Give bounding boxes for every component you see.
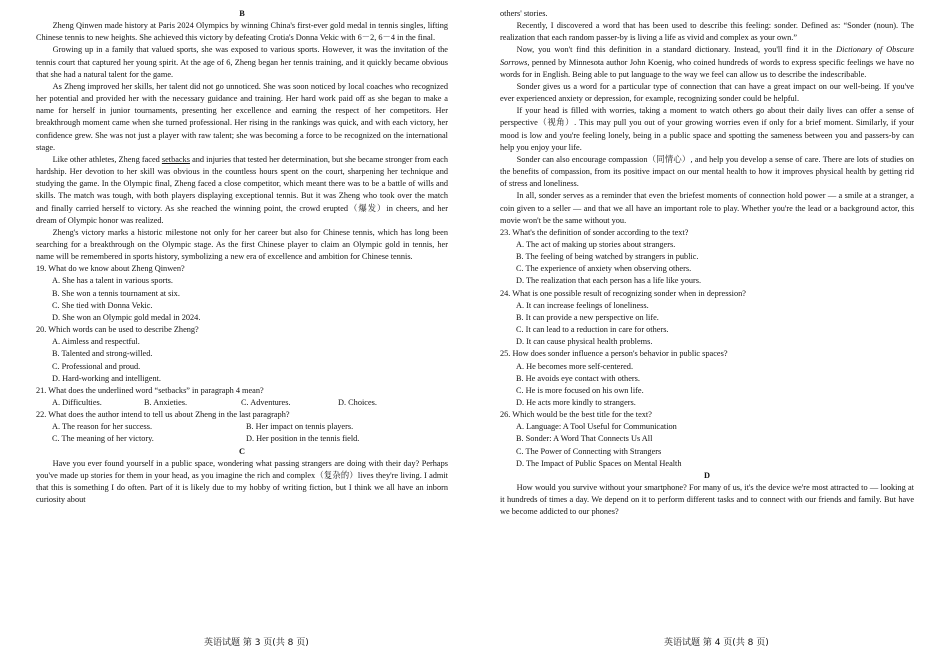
q19-option-c: C. She tied with Donna Vekic. bbox=[52, 300, 153, 310]
question-22: 22. What does the author intend to tell us about Zheng in the last paragraph? bbox=[36, 410, 290, 420]
q20-option-a: A. Aimless and respectful. bbox=[52, 337, 140, 347]
q22-option-a: A. The reason for her success. bbox=[52, 422, 153, 432]
q21-option-b: B. Anxieties. bbox=[144, 398, 188, 407]
q20-option-c: C. Professional and proud. bbox=[52, 361, 141, 371]
q25-option-d: D. He acts more kindly to strangers. bbox=[516, 398, 636, 407]
passage-c-paragraph-6: Sonder can also encourage compassion（同情心）, and help you develop a sense of care. There are lots of studies on the benefits of compassion, from its positive impact on our mental health to how it improves physical health by getting rid of stress and loneliness. bbox=[500, 154, 914, 189]
right-column bbox=[500, 8, 914, 519]
question-26: 26. Which would be the best title for the text? bbox=[500, 410, 652, 420]
q26-option-a: A. Language: A Tool Useful for Communication bbox=[516, 422, 677, 432]
passage-c-continuation: others' stories. bbox=[500, 9, 548, 18]
q21-option-a: A. Difficulties. bbox=[52, 398, 102, 407]
q20-option-d: D. Hard-working and intelligent. bbox=[52, 373, 161, 383]
q19-option-d: D. She won an Olympic gold medal in 2024. bbox=[52, 312, 201, 322]
passage-c-paragraph-7: In all, sonder serves as a reminder that even the briefest moments of connection hold power — a smile at a stranger, a coin given to a seller — and that we all have an important role to play. Whether you're the lead or a background actor, this movie won't be the same without you. bbox=[500, 191, 914, 225]
q21-options bbox=[52, 397, 448, 409]
q23-option-c: C. The experience of anxiety when observing others. bbox=[516, 264, 692, 274]
q19-option-a: A. She has a talent in various sports. bbox=[52, 276, 173, 286]
passage-b-paragraph-4 bbox=[36, 154, 448, 227]
section-d-heading: D bbox=[704, 470, 710, 480]
q23-option-a: A. The act of making up stories about strangers. bbox=[516, 239, 676, 249]
q24-option-b: B. It can provide a new perspective on life. bbox=[516, 312, 659, 322]
q25-option-b: B. He avoids eye contact with others. bbox=[516, 373, 640, 383]
q22-options-row-2 bbox=[52, 433, 448, 445]
q21-option-c: C. Adventures. bbox=[241, 398, 291, 407]
q23-option-d: D. The realization that each person has a life like yours. bbox=[516, 276, 702, 286]
q26-option-c: C. The Power of Connecting with Strangers bbox=[516, 446, 662, 456]
passage-b-paragraph-5: Zheng's victory marks a historic milestone not only for her career but also for Chinese tennis, which has long been searching for a breakthrough on the Olympic stage. As the first Chinese player to claim an Olympic gold in tennis, her name will be remembered in sports history, symbolizing a new era of excellence and ambition for Chinese tennis. bbox=[36, 227, 448, 262]
paragraph-4-start: Like other athletes, Zheng faced bbox=[52, 154, 162, 164]
question-19: 19. What do we know about Zheng Qinwen? bbox=[36, 264, 185, 274]
passage-c-paragraph-1: Have you ever found yourself in a public space, wondering what passing strangers are doing with their day? Perhaps you've made up stories for them in your head, as you imagine the rich and complex（复杂的）lives they're living. I admit that this is something I do often. Part of it is likely due to my hobby of writing fiction, but I think we all have an inborn curiosity about bbox=[36, 458, 448, 505]
paragraph-3-start: Now, you won't find this definition in a standard dictionary. Instead, you'll find it in the bbox=[516, 45, 837, 55]
section-b-heading: B bbox=[239, 9, 245, 18]
question-20: 20. Which words can be used to describe Zheng? bbox=[36, 325, 199, 335]
q24-option-a: A. It can increase feelings of loneliness. bbox=[516, 300, 649, 310]
passage-b-paragraph-1: Zheng Qinwen made history at Paris 2024 Olympics by winning China's first-ever gold medal in tennis singles, lifting Chinese tennis to new heights. She achieved this victory by defeating Crotia's Donna Vekic with 6－2, 6－4 in the final. bbox=[36, 21, 448, 43]
q22-option-c: C. The meaning of her victory. bbox=[52, 434, 154, 444]
q24-option-d: D. It can cause physical health problems. bbox=[516, 337, 653, 347]
question-21: 21. What does the underlined word “setbacks” in paragraph 4 mean? bbox=[36, 385, 264, 395]
q21-option-d: D. Choices. bbox=[338, 398, 377, 407]
q22-options-row-1 bbox=[52, 421, 448, 433]
left-column bbox=[36, 8, 448, 506]
q22-option-b: B. Her impact on tennis players. bbox=[246, 422, 354, 432]
page-footer-right: 英语试题 第 4 页(共 8 页) bbox=[664, 638, 769, 648]
book-title: Dictionary of Obscure Sorrows bbox=[500, 45, 914, 67]
passage-d-paragraph-1: How would you survive without your smartphone? For many of us, it's the device we're most attracted to — looking at it hundreds of times a day. We depend on it to perform different tasks and to connect with our friends and family. But have we become addicted to our phones? bbox=[500, 483, 914, 517]
page-footer-left: 英语试题 第 3 页(共 8 页) bbox=[204, 638, 309, 648]
underlined-word-setbacks: setbacks bbox=[161, 154, 190, 164]
passage-c-paragraph-2: Recently, I discovered a word that has been used to describe this feeling: sonder. Defined as: “Sonder (noun). The realization that each random passer-by is living a life as vivid and complex as your own.” bbox=[500, 21, 914, 43]
q26-option-d: D. The Impact of Public Spaces on Mental Health bbox=[516, 458, 682, 468]
paragraph-4-rest: and injuries that tested her determination, but she became stronger from each hardship. Her devotion to her skill was obvious in the countless hours spent on the court, sharpening her technique and studying the game. In the Olympic final, Zheng faced a close competitor, which meant there was to be a battle of wills and skills. The match was tough, with both players displaying exceptional tennis. But it was Zheng who took over the match and finally carried herself to victory. As she reached the winning point, the crowd erupted（爆发）in cheers, and her dream of Olympic honor was realized. bbox=[36, 154, 448, 225]
section-c-heading: C bbox=[239, 446, 245, 456]
question-24: 24. What is one possible result of recognizing sonder when in depression? bbox=[500, 288, 746, 298]
passage-b-paragraph-2: Growing up in a family that valued sports, she was exposed to various sports. However, it was the invitation of the tennis court that captured her young spirit. At the age of 6, Zheng began her tennis training, and it quickly became obvious that she had a natural talent for the game. bbox=[36, 45, 448, 79]
passage-c-paragraph-3 bbox=[500, 44, 914, 80]
passage-c-paragraph-5: If your head is filled with worries, taking a moment to watch others go about their daily lives can offer a sense of perspective（视角）. This may pull you out of your growing worries even if only for a brief moment. Similarly, if your mood is low and you're feeling lonely, being in a public space and spotting the sameness between you and passers-by can help you enjoy your life. bbox=[500, 106, 914, 152]
question-25: 25. How does sonder influence a person's behavior in public spaces? bbox=[500, 349, 728, 359]
question-23: 23. What's the definition of sonder according to the text? bbox=[500, 227, 689, 237]
q26-option-b: B. Sonder: A Word That Connects Us All bbox=[516, 434, 653, 444]
q20-option-b: B. Talented and strong-willed. bbox=[52, 349, 153, 359]
q22-option-d: D. Her position in the tennis field. bbox=[246, 434, 360, 444]
q24-option-c: C. It can lead to a reduction in care for others. bbox=[516, 325, 669, 335]
passage-c-paragraph-4: Sonder gives us a word for a particular type of connection that can have a great impact on our well-being. If you've ever experienced anxiety or depression, for example, recognizing sonder could be helpful. bbox=[500, 81, 914, 104]
q23-option-b: B. The feeling of being watched by strangers in public. bbox=[516, 252, 699, 262]
q19-option-b: B. She won a tennis tournament at six. bbox=[52, 288, 180, 298]
q25-option-c: C. He is more focused on his own life. bbox=[516, 385, 644, 395]
paragraph-3-rest: , penned by Minnesota author John Koenig, who coined hundreds of words to express specific feelings we have no words for in English. Being able to put language to the way we feel can allow us to describe the indescribable. bbox=[500, 57, 914, 79]
passage-b-paragraph-3: As Zheng improved her skills, her talent did not go unnoticed. She was soon noticed by local coaches who recognized her potential and provided her with the necessary guidance and training. Her hard work paid off as she began to make a name for herself in junior tournaments, presenting her excellence and earning the respect of her competitors. Her breakthrough moment came when she turned professional. Her rising in the rankings was quick, and with each victory, her confidence grew. She was not just a player with raw talent; she was becoming a force to be recognized on the international stage. bbox=[36, 81, 448, 152]
q25-option-a: A. He becomes more self-centered. bbox=[516, 361, 634, 371]
